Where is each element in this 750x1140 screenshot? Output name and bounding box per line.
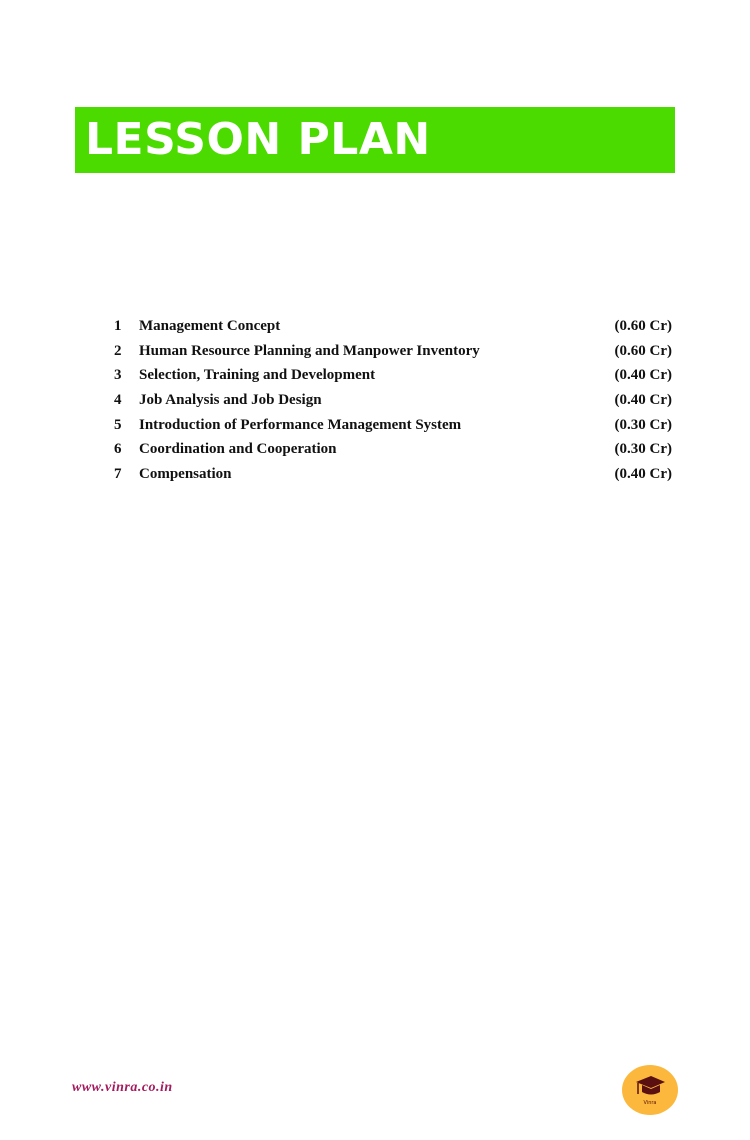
- lesson-number: 4: [114, 392, 122, 409]
- lesson-title: Human Resource Planning and Manpower Inventory: [139, 342, 480, 359]
- lesson-credits: (0.30 Cr): [614, 441, 672, 458]
- page-title: LESSON PLAN: [85, 114, 431, 165]
- lesson-title: Compensation: [139, 466, 232, 483]
- lesson-number: 6: [114, 441, 122, 458]
- website-link[interactable]: www.vinra.co.in: [72, 1080, 173, 1095]
- lesson-row: [114, 316, 674, 341]
- lesson-credits: (0.30 Cr): [614, 416, 672, 433]
- lesson-title: Management Concept: [139, 318, 281, 334]
- lesson-title: Introduction of Performance Management System: [139, 416, 462, 433]
- lesson-credits: (0.60 Cr): [614, 318, 672, 334]
- lesson-credits: (0.40 Cr): [614, 466, 672, 483]
- lesson-number: 5: [114, 416, 122, 433]
- lesson-row: [114, 415, 674, 440]
- lesson-credits: (0.40 Cr): [614, 392, 672, 409]
- lesson-number: 7: [114, 466, 122, 483]
- lesson-title: Job Analysis and Job Design: [139, 392, 322, 409]
- graduation-cap-icon: [634, 1074, 666, 1100]
- lesson-title: Selection, Training and Development: [139, 367, 376, 384]
- title-banner: [75, 107, 675, 173]
- logo-text: Vinra: [643, 1100, 657, 1106]
- lesson-credits: (0.60 Cr): [614, 342, 672, 359]
- lesson-row: [114, 390, 674, 415]
- logo: [622, 1065, 678, 1115]
- lesson-row: [114, 365, 674, 390]
- lesson-number: 3: [114, 367, 122, 384]
- lesson-number: 2: [114, 342, 122, 359]
- lesson-title: Coordination and Cooperation: [139, 441, 337, 458]
- lesson-row: [114, 341, 674, 366]
- lesson-row: [114, 464, 674, 489]
- lesson-row: [114, 439, 674, 464]
- lesson-credits: (0.40 Cr): [614, 367, 672, 384]
- lesson-list: [114, 316, 674, 489]
- lesson-number: 1: [114, 318, 122, 334]
